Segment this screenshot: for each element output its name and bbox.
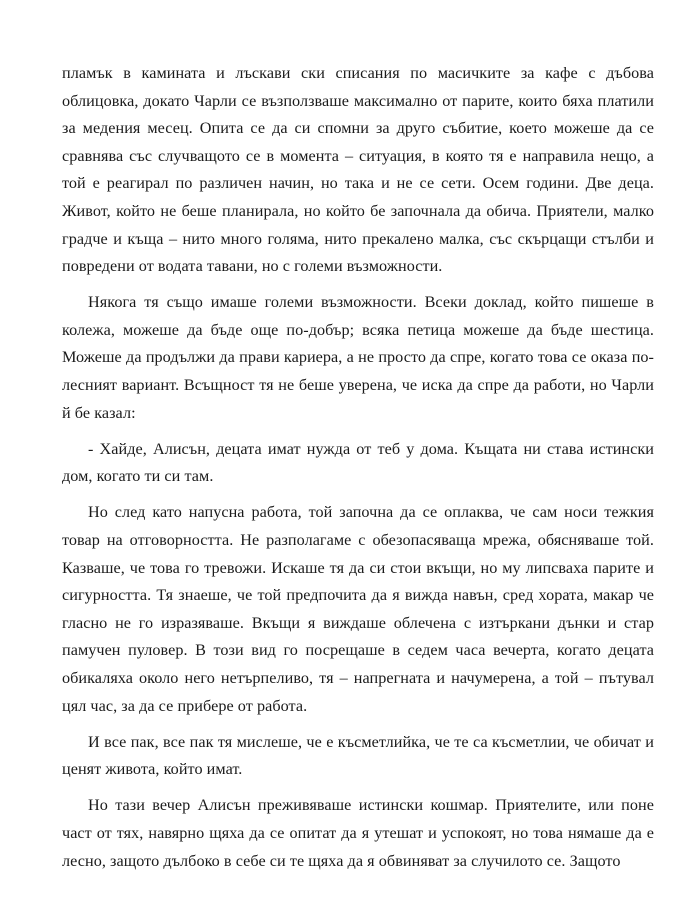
paragraph-4: Но след като напусна работа, той започна да се оплаква, че сам носи тежкия товар на отговорността. Не разполагаме с обезопасяваща мрежа, обясняваше той. Казваше, че това го тревожи. Искаше тя да си стои вкъщи, но му липсваха парите и сигурността. Тя знаеше, че той предпочита да я вижда навън, сред хората, макар че гласно не го изразяваше. Вкъщи я виждаше облечена с изтъркани дънки и стар памучен пуловер. В този вид го посрещаше в седем часа вечерта, когато децата обикаляха около него нетърпеливо, тя – напрегната и начумерена, а той – пътувал цял час, за да се прибере от работа.: [62, 503, 654, 715]
paragraph-3-dialogue: - Хайде, Алисън, децата имат нужда от теб у дома. Къщата ни става истински дом, когато ти си там.: [62, 439, 654, 486]
paragraph-6: Но тази вечер Алисън преживяваше истински кошмар. Приятелите, или поне част от тях, навярно щяха да се опитат да я утешат и успокоят, но това нямаше да е лесно, защото дълбоко в себе си те щяха да я обвиняват за случилото се. Защото: [62, 796, 654, 870]
paragraph-2: Някога тя също имаше големи възможности. Всеки доклад, който пишеше в колежа, можеше да бъде още по-добър; всяка петица можеше да бъде шестица. Можеше да продължи да прави кариера, а не просто да спре, когато това се оказа по-лесният вариант. Всъщност тя не беше уверена, че иска да спре да работи, но Чарли й бе казал:: [62, 293, 654, 422]
document-body: [62, 60, 654, 884]
paragraph-5: И все пак, все пак тя мислеше, че е късметлийка, че те са късметлии, че обичат и ценят живота, който имат.: [62, 732, 654, 779]
paragraph-1: пламък в камината и лъскави ски списания по масичките за кафе с дъбова облицовка, докато Чарли се възползваше максимално от парите, които бяха платили за медения месец. Опита се да си спомни за друго събитие, което можеше да се сравнява със случващото се в момента – ситуация, в която тя е направила нещо, а той е реагирал по различен начин, но така и не се сети. Осем години. Две деца. Живот, който не беше планирала, но който бе започнала да обича. Приятели, малко градче и къща – нито много голяма, нито прекалено малка, със скърцащи стълби и повредени от водата тавани, но с големи възможности.: [62, 64, 654, 276]
